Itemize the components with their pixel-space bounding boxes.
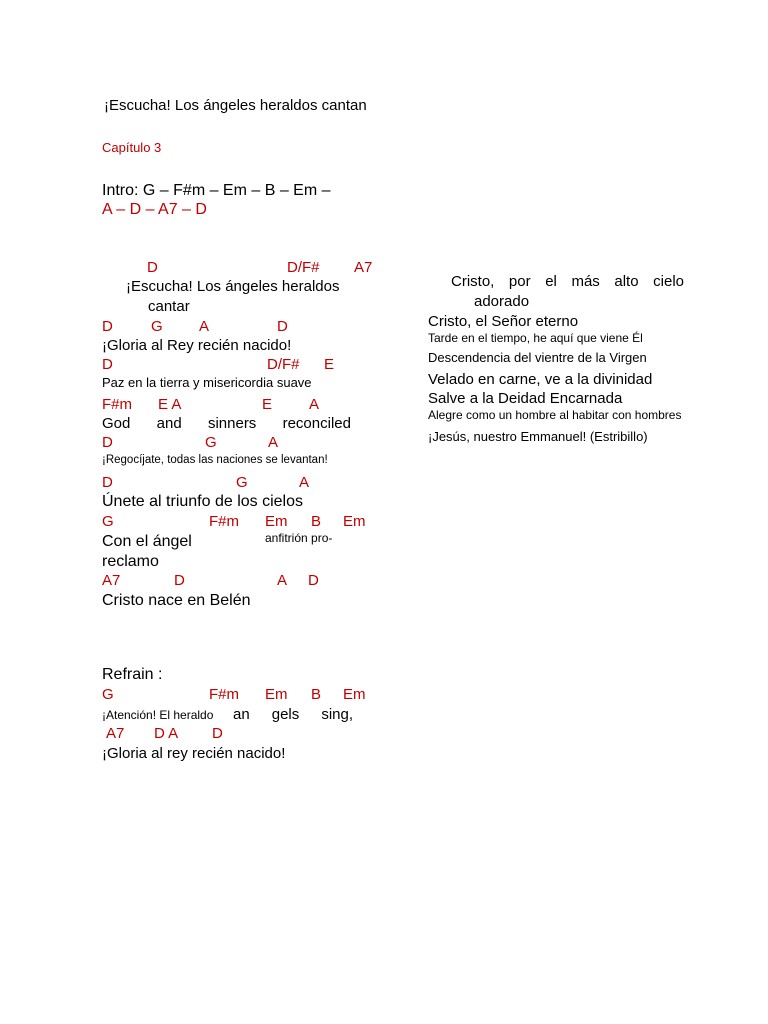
lyric-line: Cristo nace en Belén [102, 592, 251, 609]
chord: G [151, 318, 163, 335]
chord: Em [343, 513, 366, 530]
chord: A [268, 434, 279, 451]
lyric-line: Paz en la tierra y misericordia suave [102, 375, 312, 390]
lyric-word: alto [614, 273, 639, 290]
lyric-line: reclamo [102, 553, 159, 570]
chord: A [277, 572, 288, 589]
chord: D [277, 318, 288, 335]
chord: A [299, 474, 310, 491]
lyric-line [233, 706, 353, 723]
chord: E [324, 356, 335, 373]
refrain-label: Refrain : [102, 666, 163, 683]
chord: D [102, 318, 113, 335]
lyric-line: Alegre como un hombre al habitar con hombres [428, 408, 682, 422]
lyric-line [451, 273, 684, 290]
chord: D/F# [267, 356, 300, 373]
intro-line-2: A – D – A7 – D [102, 201, 207, 218]
chord: Em [265, 686, 288, 703]
lyric-line: Salve a la Deidad Encarnada [428, 390, 623, 407]
lyric-word: God [102, 415, 131, 432]
chord: A [309, 396, 320, 413]
song-title: ¡Escucha! Los ángeles heraldos cantan [104, 97, 367, 114]
lyric-word: and [156, 415, 182, 432]
chord: Em [343, 686, 366, 703]
lyric-line: anfitrión pro- [265, 531, 333, 545]
lyric-line [102, 415, 351, 432]
lyric-line: ¡Escucha! Los ángeles heraldos [126, 278, 340, 295]
chord: G [102, 513, 114, 530]
lyric-line: Descendencia del vientre de la Virgen [428, 350, 647, 365]
chord: Em [265, 513, 288, 530]
lyric-line: Únete al triunfo de los cielos [102, 493, 303, 510]
lyric-word: por [508, 273, 531, 290]
lyric-line: adorado [474, 293, 530, 310]
chord: D [212, 725, 223, 742]
chord: D/F# [287, 259, 320, 276]
chord: D A [154, 725, 179, 742]
chord: G [236, 474, 248, 491]
chord: E [262, 396, 273, 413]
lyric-word: sinners [207, 415, 257, 432]
chord: F#m [209, 686, 239, 703]
chord: D [174, 572, 185, 589]
lyric-line: ¡Gloria al Rey recién nacido! [102, 337, 292, 354]
lyric-word: cielo [653, 273, 684, 290]
chord: F#m [102, 396, 132, 413]
lyric-word: el [545, 273, 557, 290]
chord: G [102, 686, 114, 703]
lyric-line: Tarde en el tiempo, he aquí que viene Él [428, 331, 643, 345]
lyric-line: Con el ángel [102, 533, 192, 550]
lyric-line: cantar [148, 298, 190, 315]
chord: A7 [354, 259, 373, 276]
lyric-word: más [571, 273, 600, 290]
chord: A7 [106, 725, 125, 742]
chord: G [205, 434, 217, 451]
chord: B [311, 686, 322, 703]
chord: D [102, 474, 113, 491]
lyric-line: ¡Atención! El heraldo [102, 708, 214, 722]
chapter-label: Capítulo 3 [102, 140, 162, 155]
lyric-line: ¡Jesús, nuestro Emmanuel! (Estribillo) [428, 429, 648, 444]
lyric-line: Cristo, el Señor eterno [428, 313, 579, 330]
lyric-line: ¡Gloria al rey recién nacido! [102, 745, 286, 762]
lyric-word: an [233, 706, 250, 723]
chord: A [199, 318, 210, 335]
lyric-line: ¡Regocíjate, todas las naciones se levantan! [102, 454, 328, 466]
chord: D [102, 356, 113, 373]
lyric-word: gels [271, 706, 300, 723]
chord: B [311, 513, 322, 530]
lyric-word: Cristo, [451, 273, 495, 290]
chord: A7 [102, 572, 121, 589]
lyric-word: reconciled [282, 415, 351, 432]
chord: D [147, 259, 158, 276]
chord: F#m [209, 513, 239, 530]
intro-line-1: Intro: G – F#m – Em – B – Em – [102, 182, 331, 199]
chord: E A [158, 396, 182, 413]
lyric-word: sing, [321, 706, 353, 723]
chord: D [102, 434, 113, 451]
chord: D [308, 572, 319, 589]
lyric-line: Velado en carne, ve a la divinidad [428, 371, 653, 388]
